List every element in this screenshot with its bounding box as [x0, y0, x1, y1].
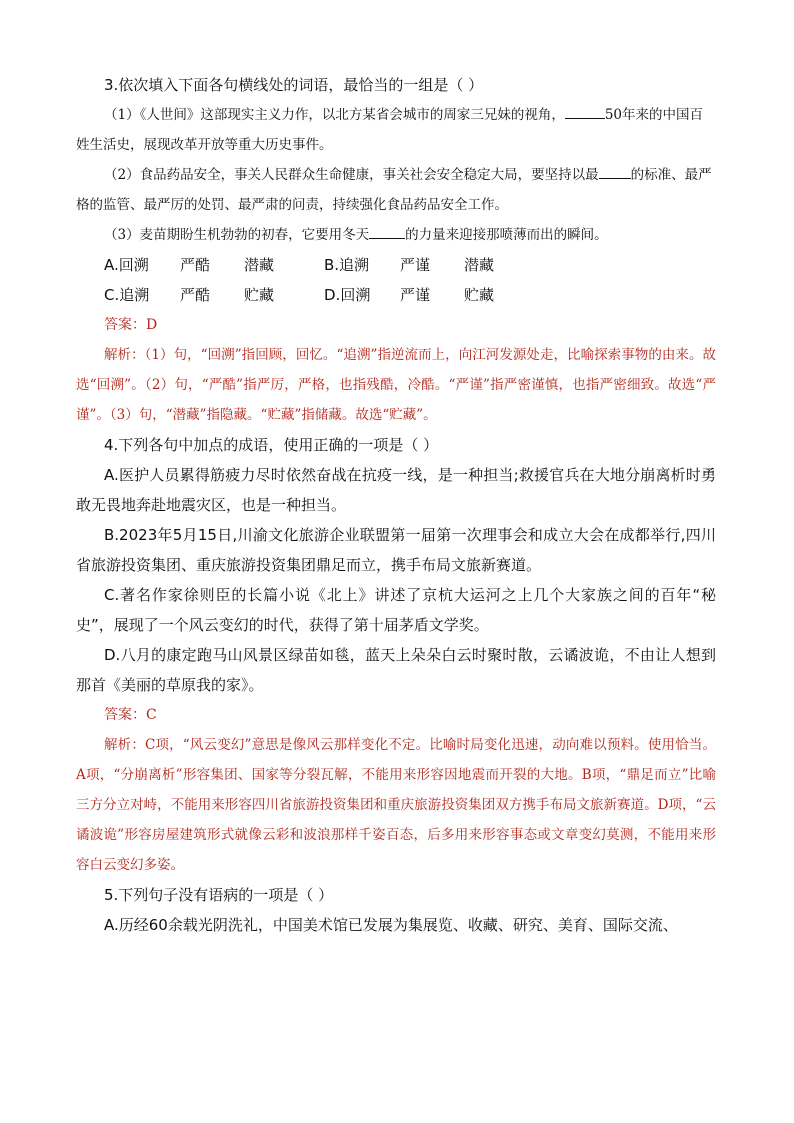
blank-line [369, 224, 405, 239]
question-5-option-a: A.历经60余载光阴洗礼，中国美术馆已发展为集展览、收藏、研究、美育、国际交流、 [104, 916, 678, 934]
option-text: 严酷 [180, 256, 211, 274]
question-4-title: 4.下列各句中加点的成语，使用正确的一项是（ ） [104, 436, 439, 454]
option-text: 严谨 [400, 286, 431, 304]
question-4-option-d: D.八月的康定跑马山风景区绿苗如毯，蓝天上朵朵白云时聚时散，云谲波诡，不由让人想到那首《美丽的草原我的家》。 [76, 646, 716, 694]
blank-line [565, 104, 605, 119]
question-3-options-row-2 [76, 280, 716, 310]
question-3-sentence-1: （1）《人世间》这部现实主义力作，以北方某省会城市的周家三兄妹的视角， 50年来的中国百姓生活史，展现改革开放等重大历史事件。 [76, 100, 716, 160]
option-text: C.追溯 [104, 286, 150, 304]
question-3-explanation: 解析：（1）句，“回溯”指回顾，回忆。“追溯”指逆流而上，向江河发源处走，比喻探索事物的由来。故选“回溯”。（2）句，“严酷”指严厉，严格，也指残酷，冷酷。“严谨”指严密谨慎，也指严密细致。故选“严谨”。（3）句，“潜藏”指隐藏。“贮藏”指储藏。故选“贮藏”。 [76, 347, 716, 423]
question-4-option-c: C.著名作家徐则臣的长篇小说《北上》讲述了京杭大运河之上几个大家族之间的百年“秘史”，展现了一个风云变幻的时代，获得了第十届茅盾文学奖。 [76, 586, 716, 634]
option-text: 严谨 [400, 256, 431, 274]
option-text: 贮藏 [244, 286, 275, 304]
question-4-explanation: 解析：C项，“风云变幻”意思是像风云那样变化不定。比喻时局变化迅速，动向难以预料。使用恰当。A项，“分崩离析”形容集团、国家等分裂瓦解，不能用来形容因地震而开裂的大地。B项，“鼎足而立”比喻三方分立对峙，不能用来形容四川省旅游投资集团和重庆旅游投资集团双方携手布局文旅新赛道。D项，“云谲波诡”形容房屋建筑形式就像云彩和波浪那样千姿百态，后多用来形容事态或文章变幻莫测，不能用来形容白云变幻多姿。 [76, 737, 716, 873]
question-3-answer: 答案：D [104, 317, 158, 333]
question-4-option-b: B.2023年5月15日,川渝文化旅游企业联盟第一届第一次理事会和成立大会在成都举行,四川省旅游投资集团、重庆旅游投资集团鼎足而立，携手布局文旅新赛道。 [76, 526, 716, 574]
document-content [76, 70, 716, 940]
option-text: D.回溯 [324, 286, 371, 304]
option-text: 贮藏 [464, 286, 495, 304]
question-3-sentence-3: （3）麦苗期盼生机勃勃的初春，它要用冬天 的力量来迎接那喷薄而出的瞬间。 [76, 220, 716, 250]
question-5-title: 5.下列句子没有语病的一项是（ ） [104, 886, 334, 904]
question-4-answer: 答案：C [104, 707, 157, 723]
option-text: 潜藏 [464, 256, 495, 274]
option-text: 潜藏 [244, 256, 275, 274]
option-text: B.追溯 [324, 256, 370, 274]
blank-line [599, 164, 631, 179]
option-text: 严酷 [180, 286, 211, 304]
option-text: A.回溯 [104, 256, 149, 274]
question-3-options-row-1 [76, 250, 716, 280]
question-3-title: 3.依次填入下面各句横线处的词语，最恰当的一组是（ ） [104, 76, 484, 94]
question-3-sentence-2: （2）食品药品安全，事关人民群众生命健康，事关社会安全稳定大局，要坚持以最 的标准、最严格的监管、最严厉的处罚、最严肃的问责，持续强化食品药品安全工作。 [76, 160, 716, 220]
question-4-option-a: A.医护人员累得筋疲力尽时依然奋战在抗疫一线，是一种担当;救援官兵在大地分崩离析时勇敢无畏地奔赴地震灾区，也是一种担当。 [76, 466, 716, 514]
